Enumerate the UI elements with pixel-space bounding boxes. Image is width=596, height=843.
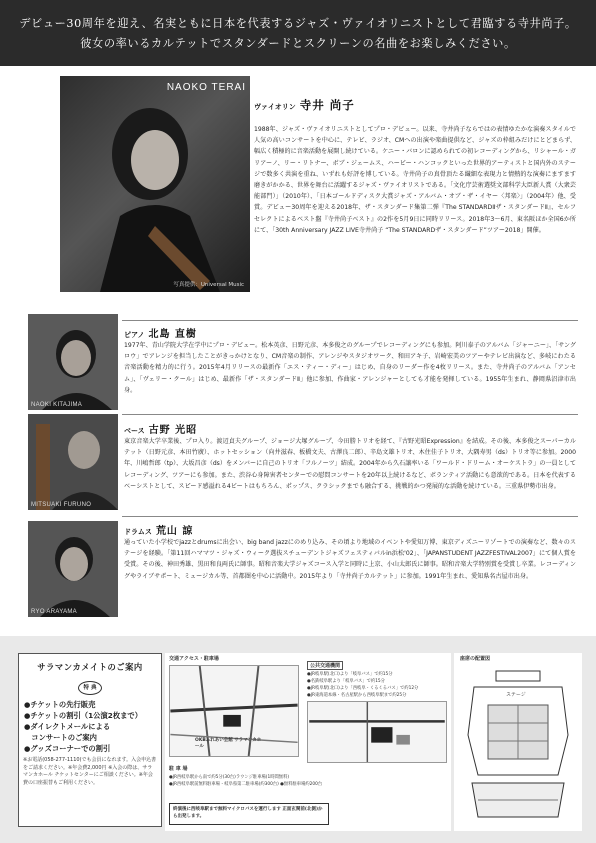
- naoki-kitajima-photo: [28, 314, 118, 410]
- performer-name: 荒山 諒: [155, 526, 194, 537]
- benefit-badge: 特 典: [78, 681, 102, 695]
- mitsuaki-furuno-photo: [28, 414, 118, 510]
- ryo-arayama-photo: [28, 521, 118, 617]
- performer-name-arayama: [124, 519, 193, 538]
- photo-caption: RYO ARAYAMA: [31, 609, 77, 615]
- header-banner: [0, 0, 596, 66]
- transport-line: ●名鉄岐阜駅より「岐阜バス」で約15分: [307, 679, 385, 684]
- photo-caption: MITSUAKI FURUNO: [31, 502, 92, 508]
- info-title: サラマンカメイトのご案内: [37, 662, 143, 672]
- benefit-item: コンサートのご案内: [24, 733, 97, 742]
- performer-name: 北島 直樹: [148, 329, 197, 340]
- area-map: [307, 701, 447, 763]
- naoko-terai-photo: [60, 76, 250, 292]
- bio-terai: 1988年、ジャズ・ヴァイオリニストとしてプロ・デビュー。以来、寺井尚子ならではの表情ゆたかな演奏スタイルで人気の高いコンサートを中心に、テレビ、ラジオ、CMへの出演や楽曲提供など、ジャズの枠組みだけにとどまらず、幅広く積極的に音楽活動を展開し続けている。ケニー・バロンに認められての初レコーディングから、リシャール・ガリアーノ、リー・リトナー、ボブ・ジェームス、ハービー・ハンコックといった世界的アーティストと国内外のステージで数多く共演を重ね、いずれも好評を博している。寺井尚子の真骨頂たる繊細な表現力と情熱的な演奏にますます磨きがかかる、世界を舞台に活躍するジャズ・ヴァイオリストである。「文化庁芸術選奨文部科学大臣新人賞（大衆芸能部門）」（2010年）、「日本ゴールドディスク大賞ジャズ・アルバム・オブ・ザ・イヤー〈邦楽〉」（2004年）他、受賞。デビュー30周年を迎える2018年、ザ・スタンダード集第二弾『The STANDARDⅡザ・スタンダードⅡ』、セルフセレクトによるベスト盤『寺井尚子ベスト』の2作を5月9日に同時リリース。2018年3～6月、東名阪ほか全国6か所にて、「30th Anniversary JAZZ LIVE寺井尚子 “The STANDARDザ・スタンダード”ツアー2018」開催。: [254, 126, 576, 234]
- instrument-label: ドラムス: [124, 528, 152, 536]
- access-map-panel: [165, 653, 451, 831]
- bio-furuno: 東京音楽大学卒業後、プロ入り。渡辺貞夫グループ、ジョージ大塚グループ、今田勝トリオを経て、『古野光昭Expression』を結成。その後、本多俊之スーパーカルテット（日野元彦、本田竹廣）、ホットセッション（向井滋春、板橋文夫、古澤良二郎）、辛島文雄トリオ、木住佳子トリオ、大隅寿男（ds）トリオ等に参加。2000年、川嶋哲郎（tp）、大坂昌彦（ds）をメンバーに自己のトリオ「フルノーツ」結成。2004年から久石譲率いる「ワールド・ドリーム・オーケストラ」の一員としてレコーディング、ツアーにも参加。また、渋谷心身障害者センターでの慰問コンサートを20年以上続けるなど、ボランティア活動にも意欲的である。日本を代表するベーシストとして、スピード感溢れる4ビートはもちろん、ポップス、クラシックまでも融合する、挑戦的かつ発展的な活動を続けている。三重県伊勢市出身。: [124, 438, 576, 490]
- divider: [122, 320, 578, 321]
- hall-label: OKBふれあい会館 サラマンカホール: [195, 738, 262, 749]
- instrument-label: ヴァイオリン: [254, 103, 296, 111]
- transport-title: 公共交通機関: [307, 661, 343, 670]
- header-line-2: 彼女の率いるカルテットでスタンダードとスクリーンの名曲をお楽しみください。: [80, 37, 516, 50]
- photo-credit: 写真提供：Universal Music: [173, 282, 244, 288]
- divider: [122, 516, 578, 517]
- header-line-1: デビュー30周年を迎え、名実ともに日本を代表するジャズ・ヴァイオリニストとして君臨する寺井尚子。: [19, 17, 577, 30]
- benefit-list: [19, 699, 161, 754]
- photo-caption: NAOKI KITAJIMA: [31, 402, 83, 408]
- seating-title: 座席の配置図: [460, 656, 491, 662]
- bus-notice: [169, 803, 329, 825]
- info-notes: ※お電話(058-277-1110)でも会員になれます。入会申込書をご請求ください。※年会費2,000円 ※入会の際は、サラマンカホール チケットセンターにご相談ください。※年会費の口座振替もご利用ください。: [23, 757, 157, 786]
- performer-name: 古野 光昭: [148, 425, 198, 436]
- performer-name-furuno: [124, 418, 197, 437]
- access-title: 交通アクセス・駐車場: [169, 656, 219, 662]
- seating-chart-panel: [454, 653, 582, 831]
- photo-caption: NAOKO TERAI: [166, 82, 246, 93]
- transport-line: ●JR岐阜駅(北口)より「西岐阜・くるくるバス」で約12分: [307, 686, 419, 691]
- benefit-item: ●チケットの割引（1公演2枚まで）: [24, 711, 143, 720]
- salamanca-mate-box: [18, 653, 162, 827]
- bus-note: 終演後に西岐阜駅まで無料マイクロバスを運行します 正面玄関前(北側)から出発します。: [173, 807, 323, 819]
- performer-name-kitajima: [124, 322, 197, 341]
- instrument-label: ベース: [124, 427, 145, 435]
- instrument-label: ピアノ: [124, 331, 145, 339]
- transport-line: ●JR岐阜駅(北口)より「岐阜バス」で約15分: [307, 672, 393, 677]
- stage-label: ステージ: [506, 692, 526, 698]
- parking-text: ●JR西岐阜駅から南で約5分(30台)ラウンジ駐車場(1時間無料) ●JR西岐阜駅前無料駐車場・岐阜県第二駐車場(約300台) ●無料駐車場約200台: [169, 775, 323, 787]
- seating-chart: [458, 665, 578, 825]
- bio-arayama: 通っていた小学校でjazzとdrumsに出会い、big band jazzにのめり込み、その頃より地域のイベントや愛知万博、東京ディズニーリゾートでの演奏など、数々のステージを経験。「第11回ハママツ・ジャズ・ウィーク選抜スチューデントジャズフェスティバルin浜松'02」、「JAPANSTUDENT JAZZFESTIVAL2007」にて個人賞を受賞。その後、神田秀雄、黒田和良両氏に師事。昭和音楽大学ジャズコース入学と同時に上京、小山太郎氏に師事。昭和音楽大学特別賞を受賞し卒業。レコーディングやライブサポート、ミュージカル等、首都圏を中心に活動中。2015年より「寺井尚子カルテット」に参加。1991年生まれ、愛知県名古屋市出身。: [124, 539, 576, 580]
- bio-kitajima: 1977年、青山学院大学在学中にプロ・デビュー。松本英彦、日野元彦、本多俊之のグループでレコーディングにも参加。阿川泰子のアルバム「ジャーニー」、「サングロウ」でアレンジを担当したことがきっかけとなり、CM音楽の制作、アレンジやスタジオワーク、和田アキ子、岩崎宏美のツアーやテレビ出演など、多岐にわたる音楽活動を精力的に行う。2015年4月リリースの最新作「エス・ティー・ディー」はじめ、自身のリーダー作を4枚リリース。また、寺井尚子のアルバム「アンセム」、「ヴェリー・クール」はじめ、最新作「ザ・スタンダードⅡ」他に参加、作曲家・アレンジャーとしても才能を発揮している。1955年生まれ、静岡県沼津市出身。: [124, 342, 576, 394]
- transport-line: ●JR東海道本線・名古屋駅から西岐阜駅まで約25分: [307, 693, 407, 698]
- transport-list: [307, 671, 447, 699]
- performer-name-terai: [254, 94, 355, 113]
- benefit-item: ●グッズコーナーでの割引: [24, 744, 111, 753]
- divider: [122, 414, 578, 415]
- performer-name: 寺井 尚子: [299, 98, 355, 112]
- benefit-item: ●チケットの先行販売: [24, 700, 96, 709]
- benefit-item: ●ダイレクトメールによる: [24, 722, 111, 731]
- parking-title: 駐 車 場: [169, 766, 188, 772]
